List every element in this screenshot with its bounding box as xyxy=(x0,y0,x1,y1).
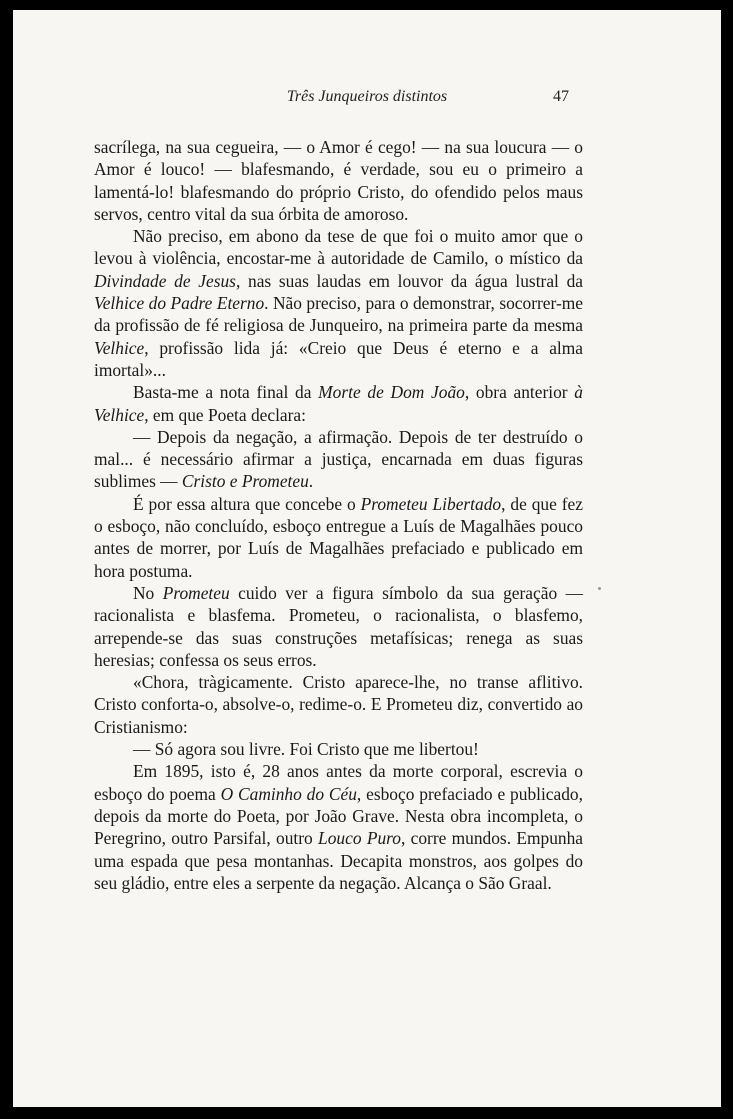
text-run: Em 1895, isto é, 28 anos antes da morte corporal, escrevia o esboço do poema xyxy=(94,761,583,804)
paragraph xyxy=(94,493,583,582)
running-title: Três Junqueiros distintos xyxy=(286,88,448,105)
text-run: . xyxy=(308,471,314,492)
text-run: Não preciso, em abono da tese de que foi o muito amor que o levou à violência, encostar-me à autoridade de Camilo, o místico da xyxy=(94,226,583,269)
text-run: — Depois da negação, a afirmação. Depois de ter destruído o mal... é necessário afirmar a justiça, encarnada em duas figuras sublimes — xyxy=(94,426,583,492)
italic-title: Velhice do Padre Eterno xyxy=(94,293,265,314)
paper-speck xyxy=(598,587,601,590)
italic-title: Prometeu Libertado xyxy=(360,493,502,514)
italic-title: Louco Puro xyxy=(318,828,401,849)
text-run: , profissão lida já: «Creio que Deus é eterno e a alma imortal»... xyxy=(94,337,583,380)
italic-title: Cristo e Prometeu xyxy=(181,471,309,492)
paragraph xyxy=(94,426,583,493)
text-run: «Chora, tràgicamente. Cristo aparece-lhe, no transe aflitivo. Cristo conforta-o, absolve-o, redime-o. E Prometeu diz, convertido ao Cristianismo: xyxy=(94,672,583,737)
body-text xyxy=(94,136,583,894)
paragraph xyxy=(94,136,583,225)
text-run: , em que Poeta declara: xyxy=(144,404,306,425)
italic-title: Morte de Dom João xyxy=(318,382,465,403)
text-run: , corre mundos. Empunha uma espada que pesa montanhas. Decapita monstros, aos golpes do seu gládio, entre eles a serpente da negação. Alcança o São Graal. xyxy=(94,828,583,893)
italic-title: O Caminho do Céu xyxy=(220,783,357,804)
text-run: , nas suas laudas em louvor da água lustral da xyxy=(235,270,583,291)
text-run: sacrílega, na sua cegueira, — o Amor é cego! — na sua loucura — o Amor é louco! — blafesmando, é verdade, sou eu o primeiro a lamentá-lo! blafesmando do próprio Cristo, do ofendido pelos maus servos, centro vital da sua órbita de amoroso. xyxy=(94,137,583,224)
running-header xyxy=(13,88,721,110)
paragraph xyxy=(94,671,583,738)
text-run: , esboço prefaciado e publicado, depois da morte do Poeta, por João Grave. Nesta obra incompleta, o Peregrino, outro Parsifal, outro xyxy=(94,783,583,849)
paragraph xyxy=(94,738,583,760)
paragraph xyxy=(94,760,583,894)
text-run: Basta-me a nota final da xyxy=(133,382,319,403)
italic-title: Divindade de Jesus xyxy=(94,270,236,291)
paragraph xyxy=(94,225,583,381)
text-run: . Não preciso, para o demonstrar, socorrer-me da profissão de fé religiosa de Junqueiro, na primeira parte da mesma xyxy=(94,293,583,336)
italic-title: à Velhice xyxy=(94,382,583,425)
text-run: No xyxy=(133,582,163,603)
text-run: , de que fez o esboço, não concluído, esboço entregue a Luís de Magalhães pouco antes de morrer, por Luís de Magalhães prefaciado e publicado em hora postuma. xyxy=(94,493,583,581)
text-run: , obra anterior xyxy=(464,382,575,403)
page-number: 47 xyxy=(553,88,569,105)
book-page xyxy=(13,10,721,1107)
paragraph xyxy=(94,381,583,426)
text-run: É por essa altura que concebe o xyxy=(133,493,361,514)
text-run: cuido ver a figura símbolo da sua geração — racionalista e blasfema. Prometeu, o racionalista, o blasfemo, arrepende-se das suas construções metafísicas; renega as suas heresias; confessa os seus erros. xyxy=(94,582,583,670)
text-run: — Só agora sou livre. Foi Cristo que me libertou! xyxy=(133,739,479,760)
italic-title: Velhice xyxy=(94,337,145,358)
italic-title: Prometeu xyxy=(162,582,230,603)
paragraph xyxy=(94,582,583,671)
